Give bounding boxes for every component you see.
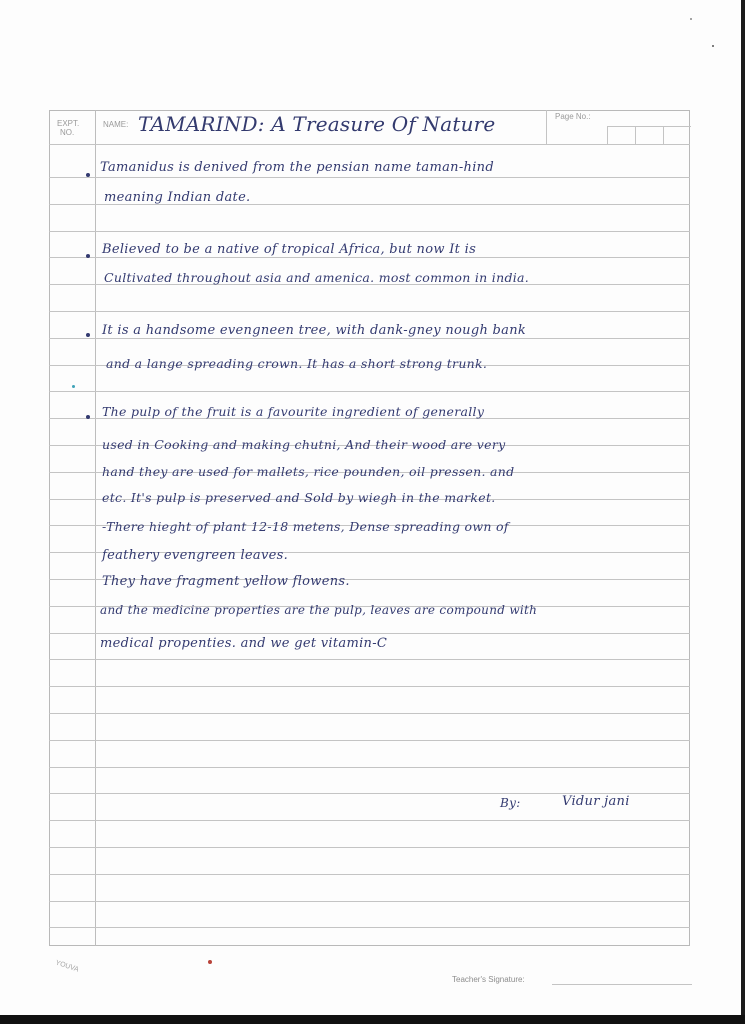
ruled-line — [49, 740, 690, 741]
header-rule — [49, 144, 690, 145]
signature-line — [552, 984, 692, 985]
ruled-line — [49, 686, 690, 687]
scan-dot — [690, 18, 692, 20]
text-line: and a lange spreading crown. It has a short strong trunk. — [106, 356, 488, 371]
ruled-line — [49, 311, 690, 312]
scan-dot — [712, 45, 714, 47]
text-line: They have fragment yellow flowens. — [102, 574, 350, 589]
brand-logo: YOUVA — [54, 959, 80, 974]
name-label: NAME: — [103, 120, 129, 129]
ruled-line — [49, 391, 690, 392]
bullet-point — [86, 254, 90, 258]
text-line: Believed to be a native of tropical Africa, but now It is — [102, 242, 477, 257]
scan-edge — [741, 0, 745, 1024]
text-line: etc. It's pulp is preserved and Sold by wiegh in the market. — [102, 490, 496, 505]
expt-label: EXPT. — [57, 119, 80, 128]
ruled-line — [49, 901, 690, 902]
bullet-point — [86, 333, 90, 337]
text-line: and the medicine properties are the pulp, leaves are compound with — [100, 603, 538, 617]
ruled-line — [49, 820, 690, 821]
bullet-point — [86, 415, 90, 419]
page-cell — [607, 127, 608, 144]
text-line: -There hieght of plant 12-18 metens, Dense spreading own of — [102, 519, 509, 534]
scan-edge — [0, 1015, 745, 1024]
text-line: Cultivated throughout asia and amenica. most common in india. — [104, 270, 530, 285]
bullet-point — [86, 173, 90, 177]
ruled-line — [49, 633, 690, 634]
teacher-signature-label: Teacher's Signature: — [452, 975, 525, 984]
page-cell — [663, 127, 664, 144]
text-line: hand they are used for mallets, rice pounden, oil pressen. and — [102, 464, 515, 479]
ink-speck — [72, 385, 75, 388]
text-line: medical propenties. and we get vitamin-C — [100, 636, 388, 651]
ruled-line — [49, 231, 690, 232]
ruled-line — [49, 874, 690, 875]
text-line: It is a handsome evengneen tree, with dank-gney nough bank — [102, 323, 527, 338]
byline-label: By: — [500, 796, 521, 810]
page-no-label: Page No.: — [555, 112, 591, 121]
ruled-line — [49, 257, 690, 258]
ruled-line — [49, 927, 690, 928]
ruled-line — [49, 713, 690, 714]
page-title: TAMARIND: A Treasure Of Nature — [138, 112, 496, 136]
ink-speck — [208, 960, 212, 964]
text-line: used in Cooking and making chutni, And their wood are very — [102, 437, 506, 452]
text-line: meaning Indian date. — [104, 190, 251, 205]
ruled-line — [49, 659, 690, 660]
text-line: The pulp of the fruit is a favourite ingredient of generally — [102, 404, 485, 419]
page-number-box — [546, 110, 690, 144]
no-label: NO. — [60, 128, 75, 137]
page-cell — [635, 127, 636, 144]
author-name: Vidur jani — [562, 794, 630, 809]
ruled-line — [49, 338, 690, 339]
ruled-line — [49, 847, 690, 848]
ruled-line — [49, 177, 690, 178]
ruled-line — [49, 767, 690, 768]
text-line: feathery evengreen leaves. — [102, 548, 289, 563]
text-line: Tamanidus is denived from the pensian name taman-hind — [100, 160, 494, 175]
page-box-divider — [607, 126, 691, 127]
